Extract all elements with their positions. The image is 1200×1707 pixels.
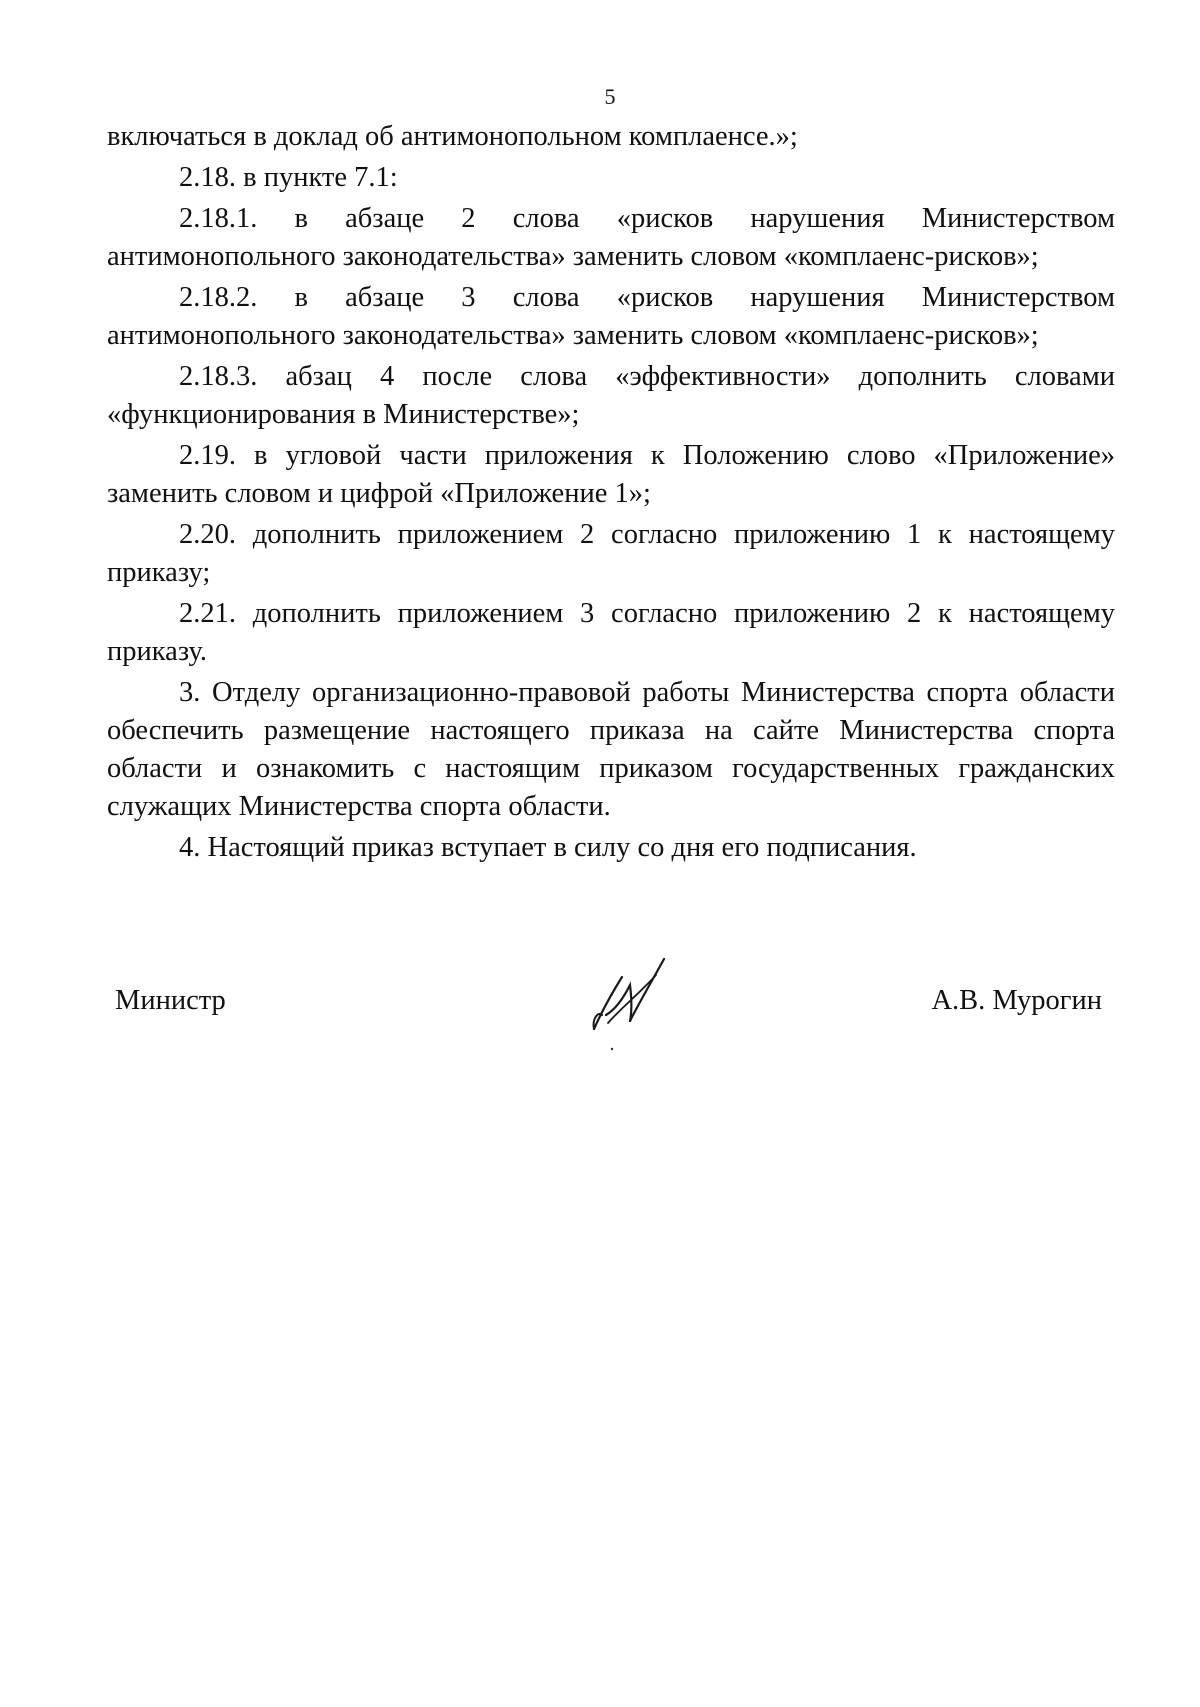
paragraph-4: 4. Настоящий приказ вступает в силу со дня его подписания. xyxy=(179,832,917,863)
document-body xyxy=(107,118,1115,870)
signer-name: А.В. Мурогин xyxy=(931,985,1102,1016)
paragraph-2-20: 2.20. дополнить приложением 2 согласно приложению 1 к настоящему приказу; xyxy=(107,519,1115,588)
page-number: 5 xyxy=(604,84,616,109)
paragraph-2-18-2: 2.18.2. в абзаце 3 слова «рисков нарушения Министерством антимонопольного законодательства» заменить словом «комплаенс-рисков»; xyxy=(107,282,1115,351)
paragraph-continuation: включаться в доклад об антимонопольном комплаенсе.»; xyxy=(107,121,798,152)
paragraph-2-18-1: 2.18.1. в абзаце 2 слова «рисков нарушения Министерством антимонопольного законодательства» заменить словом «комплаенс-рисков»; xyxy=(107,203,1115,272)
paragraph-2-18-3: 2.18.3. абзац 4 после слова «эффективности» дополнить словами «функционирования в Министерстве»; xyxy=(107,361,1115,430)
paragraph-2-18: 2.18. в пункте 7.1: xyxy=(179,162,398,193)
signature-block xyxy=(0,975,1200,1055)
handwritten-signature-icon xyxy=(572,941,682,1061)
paragraph-2-19: 2.19. в угловой части приложения к Положению слово «Приложение» заменить словом и цифрой «Приложение 1»; xyxy=(107,440,1115,509)
paragraph-2-21: 2.21. дополнить приложением 3 согласно приложению 2 к настоящему приказу. xyxy=(107,598,1115,667)
signer-position: Министр xyxy=(115,985,226,1016)
paragraph-3: 3. Отделу организационно-правовой работы Министерства спорта области обеспечить размещение настоящего приказа на сайте Министерства спорта области и ознакомить с настоящим приказом государственных гражданских служащих Министерства спорта области. xyxy=(107,677,1115,822)
